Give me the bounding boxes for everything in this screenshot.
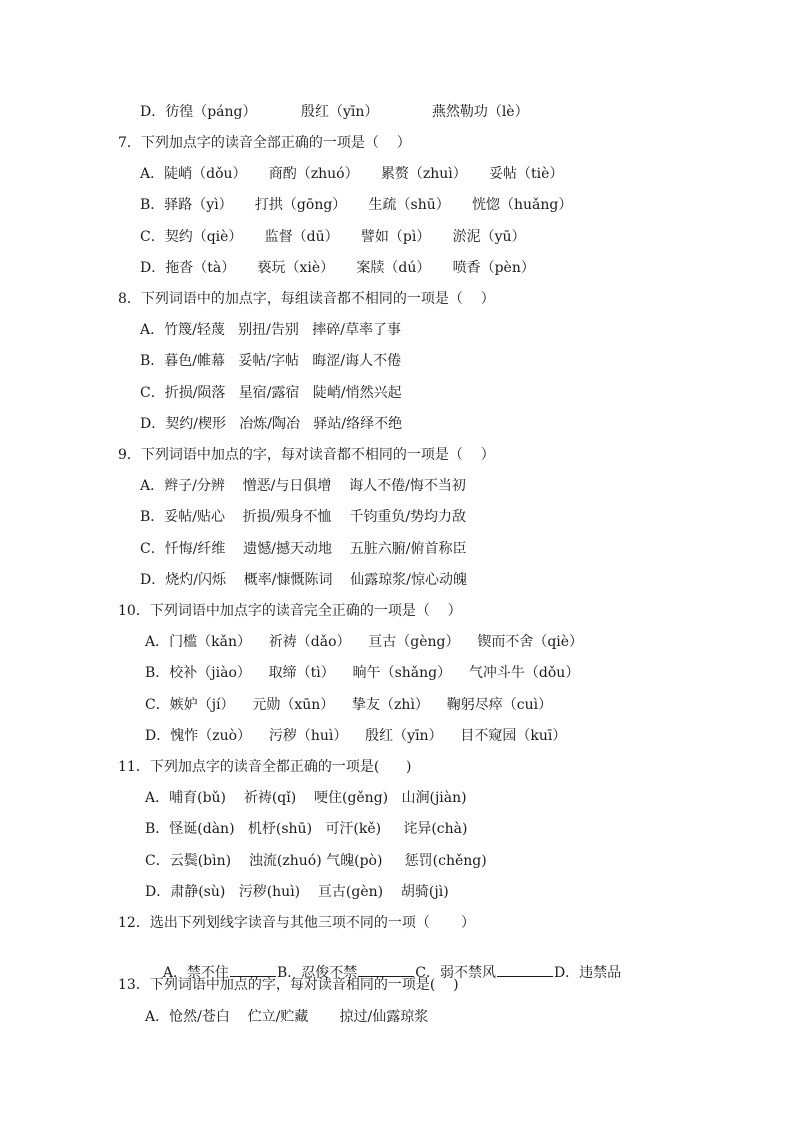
answer-option: B．暮色/帷幕 妥帖/字帖 晦涩/诲人不倦: [140, 353, 402, 369]
underline-blank: [497, 963, 553, 977]
answer-option: B．驿路（yì） 打拱（gōng） 生疏（shū） 恍惚（huǎng）: [140, 197, 573, 213]
question-stem: 8．下列词语中的加点字，每组读音都不相同的一项是（ ）: [118, 291, 495, 307]
q12-option-b: B．忍俊不禁: [276, 965, 358, 981]
answer-option: A．竹篾/轻蔑 别扭/告别 摔碎/草率了事: [140, 322, 401, 338]
underline-blank: [230, 963, 276, 977]
question-stem: 13．下列词语中加点的字，每对读音相同的一项是( ): [118, 977, 459, 993]
q12-option-d: D．违禁品: [553, 965, 622, 981]
answer-option: D．契约/楔形 冶炼/陶冶 驿站/络绎不绝: [140, 416, 403, 432]
q12-option-a: A．禁不住: [162, 965, 229, 981]
answer-option: C．忏悔/纤维 遗憾/撼天动地 五脏六腑/俯首称臣: [140, 541, 467, 557]
answer-option: B．妥帖/贴心 折损/殒身不恤 千钧重负/势均力敌: [140, 509, 467, 525]
question-stem: 9．下列词语中加点的字，每对读音都不相同的一项是（ ）: [118, 447, 495, 463]
q12-option-c: C．弱不禁风: [415, 965, 496, 981]
answer-option: D．彷徨（páng） 殷红（yīn） 燕然勒功（lè）: [140, 104, 529, 120]
answer-option: C．契约（qiè） 监督（dū） 譬如（pì） 淤泥（yū）: [140, 229, 526, 245]
answer-option: A．门槛（kǎn） 祈祷（dǎo） 亘古（gèng） 锲而不舍（qiè）: [145, 634, 584, 650]
answer-option: D．拖沓（tà） 亵玩（xiè） 案牍（dú） 喷香（pèn）: [140, 260, 535, 276]
answer-option: C．嫉妒（jí） 元勋（xūn） 挚友（zhì） 鞠躬尽瘁（cuì）: [145, 697, 553, 713]
question-stem: 7．下列加点字的读音全部正确的一项是（ ）: [118, 135, 411, 151]
answer-option: B．怪诞(dàn) 机杼(shū) 可汗(kě) 诧异(chà): [145, 821, 468, 837]
answer-option: D．愧怍（zuò） 污秽（huì） 殷红（yīn） 目不窥园（kuī）: [145, 728, 567, 744]
answer-option: C．折损/陨落 星宿/露宿 陡峭/悄然兴起: [140, 385, 402, 401]
underline-blank: [358, 963, 414, 977]
answer-option: A．怆然/苍白 伫立/贮藏 掠过/仙露琼浆: [145, 1009, 429, 1025]
answer-option: D．肃静(sù) 污秽(huì) 亘古(gèn) 胡骑(jì): [145, 884, 449, 900]
q12-options-line: [145, 945, 622, 981]
answer-option: A．哺育(bǔ) 祈祷(qǐ) 哽住(gěng) 山涧(jiàn): [145, 790, 467, 806]
question-stem: 10．下列词语中加点字的读音完全正确的一项是（ ）: [118, 603, 462, 619]
question-stem: 12．选出下列划线字读音与其他三项不同的一项（ ）: [118, 915, 475, 931]
answer-option: A．辫子/分辨 憎恶/与日俱增 诲人不倦/悔不当初: [140, 478, 466, 494]
answer-option: D．烧灼/闪烁 概率/慷慨陈词 仙露琼浆/惊心动魄: [140, 572, 467, 588]
question-stem: 11．下列加点字的读音全都正确的一项是( ): [118, 759, 412, 775]
answer-option: C．云鬓(bìn) 浊流(zhuó) 气魄(pò) 惩罚(chěng): [145, 853, 487, 869]
answer-option: B．校补（jiào） 取缔（tì） 晌午（shǎng） 气冲斗牛（dǒu）: [145, 665, 580, 681]
answer-option: A．陡峭（dǒu） 商酌（zhuó） 累赘（zhuì） 妥帖（tiè）: [140, 166, 564, 182]
